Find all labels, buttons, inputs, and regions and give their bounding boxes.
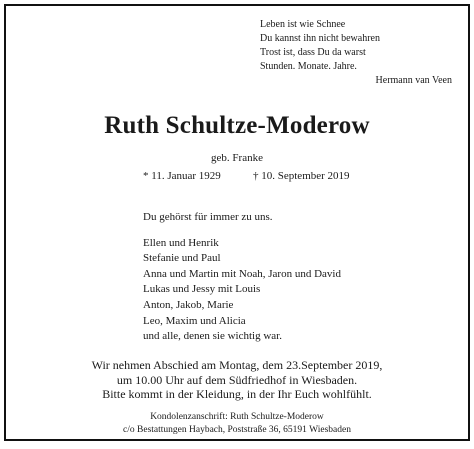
birth-date: * 11. Januar 1929 [143, 170, 221, 182]
obituary-notice [4, 4, 470, 441]
poem [260, 18, 460, 88]
funeral-line: Bitte kommt in der Kleidung, in der Ihr Euch wohlfühlt. [102, 387, 372, 401]
birth-name: geb. Franke [211, 152, 263, 164]
funeral-line: um 10.00 Uhr auf dem Südfriedhof in Wiesbaden. [116, 372, 358, 387]
poem-line: Trost ist, dass Du da warst [260, 47, 366, 58]
poem-author: Hermann van Veen [375, 75, 452, 86]
condolence-line: Kondolenzanschrift: Ruth Schultze-Moderow [150, 412, 324, 422]
deceased-name: Ruth Schultze-Moderow [104, 112, 370, 139]
family-member: Anna und Martin mit Noah, Jaron und David [143, 267, 341, 280]
funeral-line: Wir nehmen Abschied am Montag, dem 23.September 2019, [91, 358, 383, 372]
family-member: Leo, Maxim und Alicia [143, 314, 246, 327]
family-intro: Du gehörst für immer zu uns. [143, 211, 273, 223]
family-list [143, 210, 341, 345]
funeral-info [6, 358, 468, 402]
death-date: † 10. September 2019 [253, 170, 350, 182]
family-member: Ellen und Henrik [143, 236, 219, 249]
family-member: Anton, Jakob, Marie [143, 298, 234, 311]
condolence-address [6, 411, 468, 437]
poem-line: Du kannst ihn nicht bewahren [260, 33, 380, 44]
condolence-line: c/o Bestattungen Haybach, Poststraße 36, 65191 Wiesbaden [123, 425, 351, 435]
poem-line: Leben ist wie Schnee [260, 19, 346, 30]
family-member: und alle, denen sie wichtig war. [143, 330, 282, 343]
family-member: Stefanie und Paul [143, 252, 221, 265]
poem-line: Stunden. Monate. Jahre. [260, 61, 357, 72]
family-member: Lukas und Jessy mit Louis [143, 283, 261, 296]
